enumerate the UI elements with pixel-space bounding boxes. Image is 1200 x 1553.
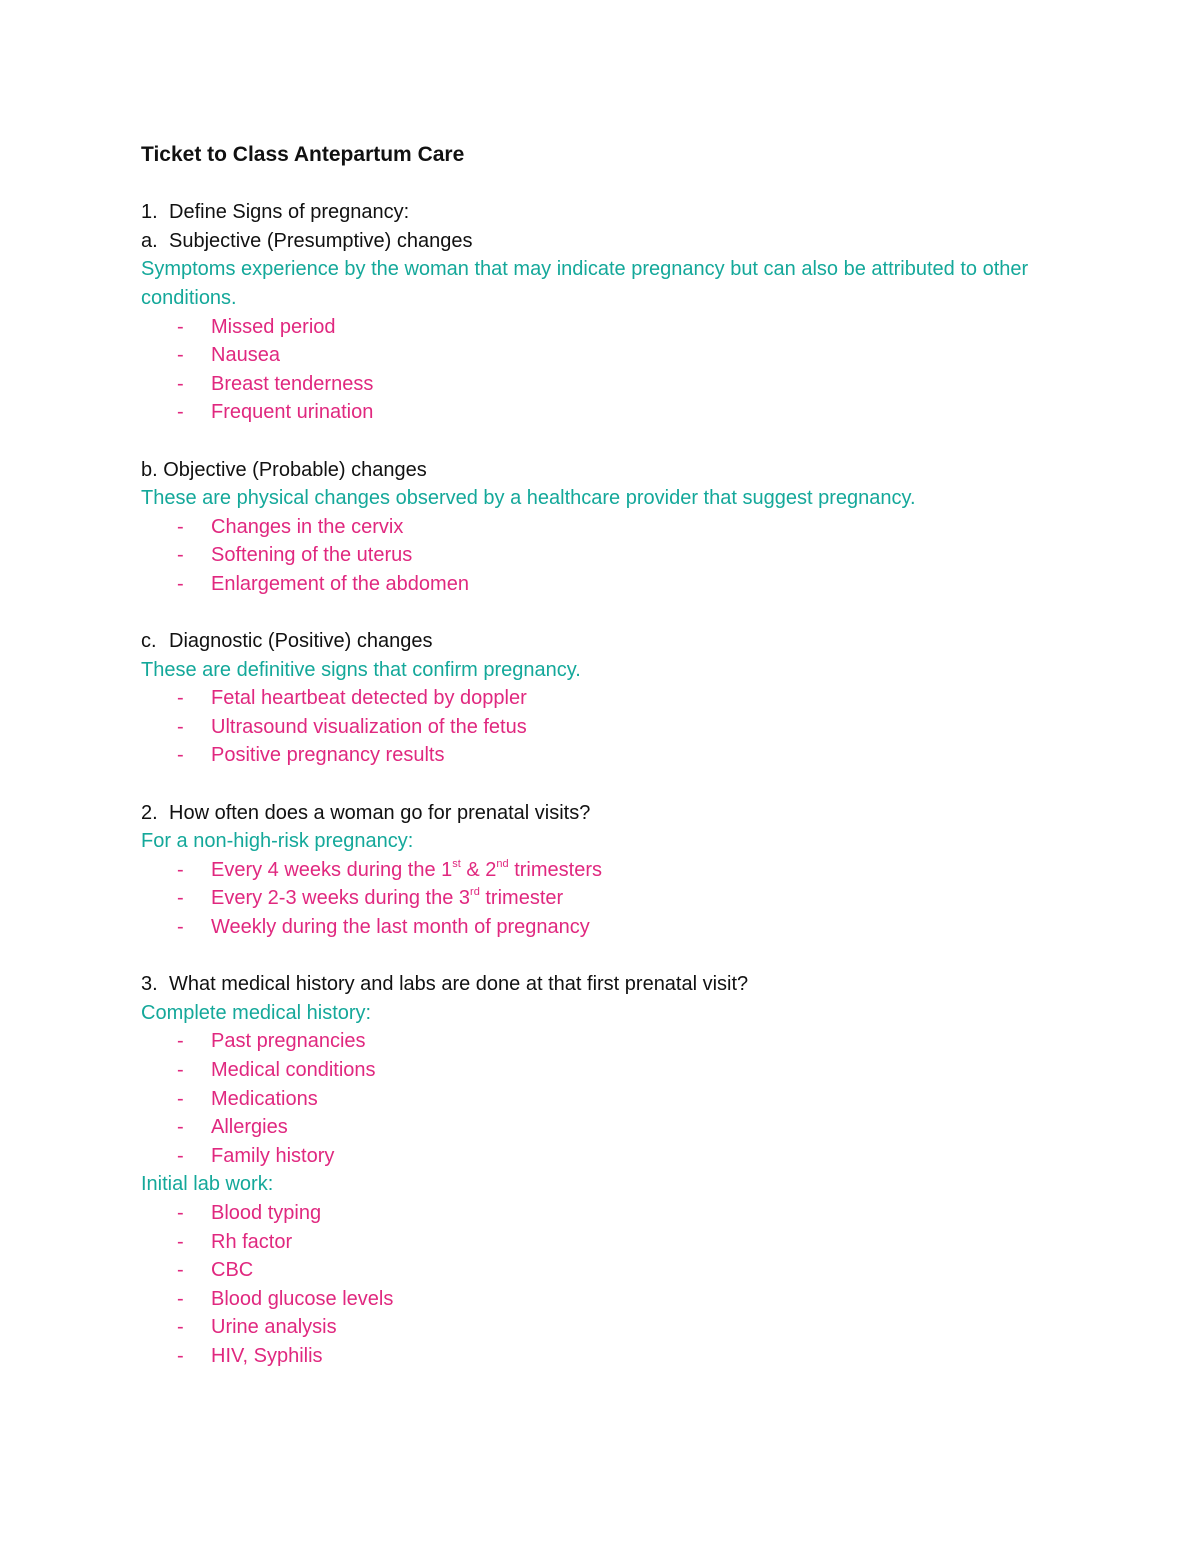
spacer — [141, 770, 1081, 799]
bullet-dash: - — [177, 715, 184, 738]
question-2 — [141, 799, 1081, 828]
section-a-label — [141, 227, 1081, 256]
question-2-list — [141, 856, 1081, 942]
spacer — [141, 427, 1081, 456]
section-c-label — [141, 627, 1081, 656]
labs-label: Initial lab work: — [141, 1173, 274, 1196]
bullet-dash: - — [177, 372, 184, 395]
question-3-number: 3. — [141, 973, 158, 996]
section-a-number: a. — [141, 229, 158, 252]
bullet-dash: - — [177, 744, 184, 767]
bullet-dash: - — [177, 1287, 184, 1310]
bullet-dash: - — [177, 687, 184, 710]
question-3 — [141, 970, 1081, 999]
bullet-dash: - — [177, 887, 184, 910]
spacer — [141, 599, 1081, 628]
bullet-dash: - — [177, 858, 184, 881]
bullet-dash: - — [177, 1087, 184, 1110]
question-2-description: For a non-high-risk pregnancy: — [141, 830, 414, 853]
list-item: - Every 2-3 weeks during the 3rd trimester — [141, 884, 1081, 913]
bullet-dash: - — [177, 1344, 184, 1367]
document-title: Ticket to Class Antepartum Care — [141, 143, 465, 166]
bullet-dash: - — [177, 1116, 184, 1139]
history-list — [141, 1027, 1081, 1170]
bullet-dash: - — [177, 1230, 184, 1253]
list-item: - Family history — [141, 1142, 1081, 1171]
list-item: - Changes in the cervix — [141, 513, 1081, 542]
question-2-number: 2. — [141, 801, 158, 824]
list-item: - Medical conditions — [141, 1056, 1081, 1085]
section-b-list — [141, 513, 1081, 599]
section-a-list — [141, 313, 1081, 427]
list-item: - Enlargement of the abdomen — [141, 570, 1081, 599]
section-c-description: These are definitive signs that confirm pregnancy. — [141, 658, 581, 681]
question-1-text: Define Signs of pregnancy: — [169, 201, 410, 224]
bullet-dash: - — [177, 572, 184, 595]
list-item: - Medications — [141, 1085, 1081, 1114]
list-item: - Past pregnancies — [141, 1027, 1081, 1056]
history-label: Complete medical history: — [141, 1001, 372, 1024]
bullet-dash: - — [177, 1059, 184, 1081]
section-a-text: Subjective (Presumptive) changes — [169, 229, 473, 252]
spacer — [141, 942, 1081, 971]
list-item: - Fetal heartbeat detected by doppler — [141, 684, 1081, 713]
section-b-label: b. Objective (Probable) changes — [141, 458, 427, 481]
list-item: - Rh factor — [141, 1228, 1081, 1257]
list-item: - Missed period — [141, 313, 1081, 342]
bullet-dash: - — [177, 1259, 184, 1282]
bullet-dash: - — [177, 515, 184, 538]
bullet-dash: - — [177, 315, 184, 338]
section-a-description: Symptoms experience by the woman that may indicate pregnancy but can also be attributed to other conditions. — [141, 258, 1029, 309]
list-item: - Nausea — [141, 341, 1081, 370]
list-item: - HIV, Syphilis — [141, 1342, 1081, 1371]
bullet-dash: - — [177, 401, 184, 424]
list-item: - Weekly during the last month of pregnancy — [141, 913, 1081, 942]
bullet-dash: - — [177, 544, 184, 567]
labs-list — [141, 1199, 1081, 1371]
question-1-number: 1. — [141, 201, 158, 224]
list-item: - Urine analysis — [141, 1313, 1081, 1342]
list-item: - Blood typing — [141, 1199, 1081, 1228]
section-b-description: These are physical changes observed by a healthcare provider that suggest pregnancy. — [141, 487, 916, 510]
bullet-dash: - — [177, 916, 184, 939]
section-c-number: c. — [141, 630, 157, 653]
section-c-list — [141, 684, 1081, 770]
document-page — [141, 141, 1081, 1371]
bullet-dash: - — [177, 1201, 184, 1224]
bullet-dash: - — [177, 344, 184, 367]
list-item: - Ultrasound visualization of the fetus — [141, 713, 1081, 742]
list-item: - Breast tenderness — [141, 370, 1081, 399]
list-item: - Allergies — [141, 1113, 1081, 1142]
list-item: - Positive pregnancy results — [141, 741, 1081, 770]
bullet-dash: - — [177, 1030, 184, 1053]
list-item: - Frequent urination — [141, 398, 1081, 427]
question-3-text: What medical history and labs are done at that first prenatal visit? — [169, 973, 749, 996]
list-item: - Every 4 weeks during the 1st & 2nd trimesters — [141, 856, 1081, 885]
bullet-dash: - — [177, 1316, 184, 1339]
bullet-dash: - — [177, 1144, 184, 1167]
section-c-text: Diagnostic (Positive) changes — [169, 630, 433, 653]
list-item: - Softening of the uterus — [141, 541, 1081, 570]
list-item: - Blood glucose levels — [141, 1285, 1081, 1314]
list-item: - CBC — [141, 1256, 1081, 1285]
question-2-text: How often does a woman go for prenatal visits? — [169, 801, 591, 824]
question-1 — [141, 198, 1081, 227]
